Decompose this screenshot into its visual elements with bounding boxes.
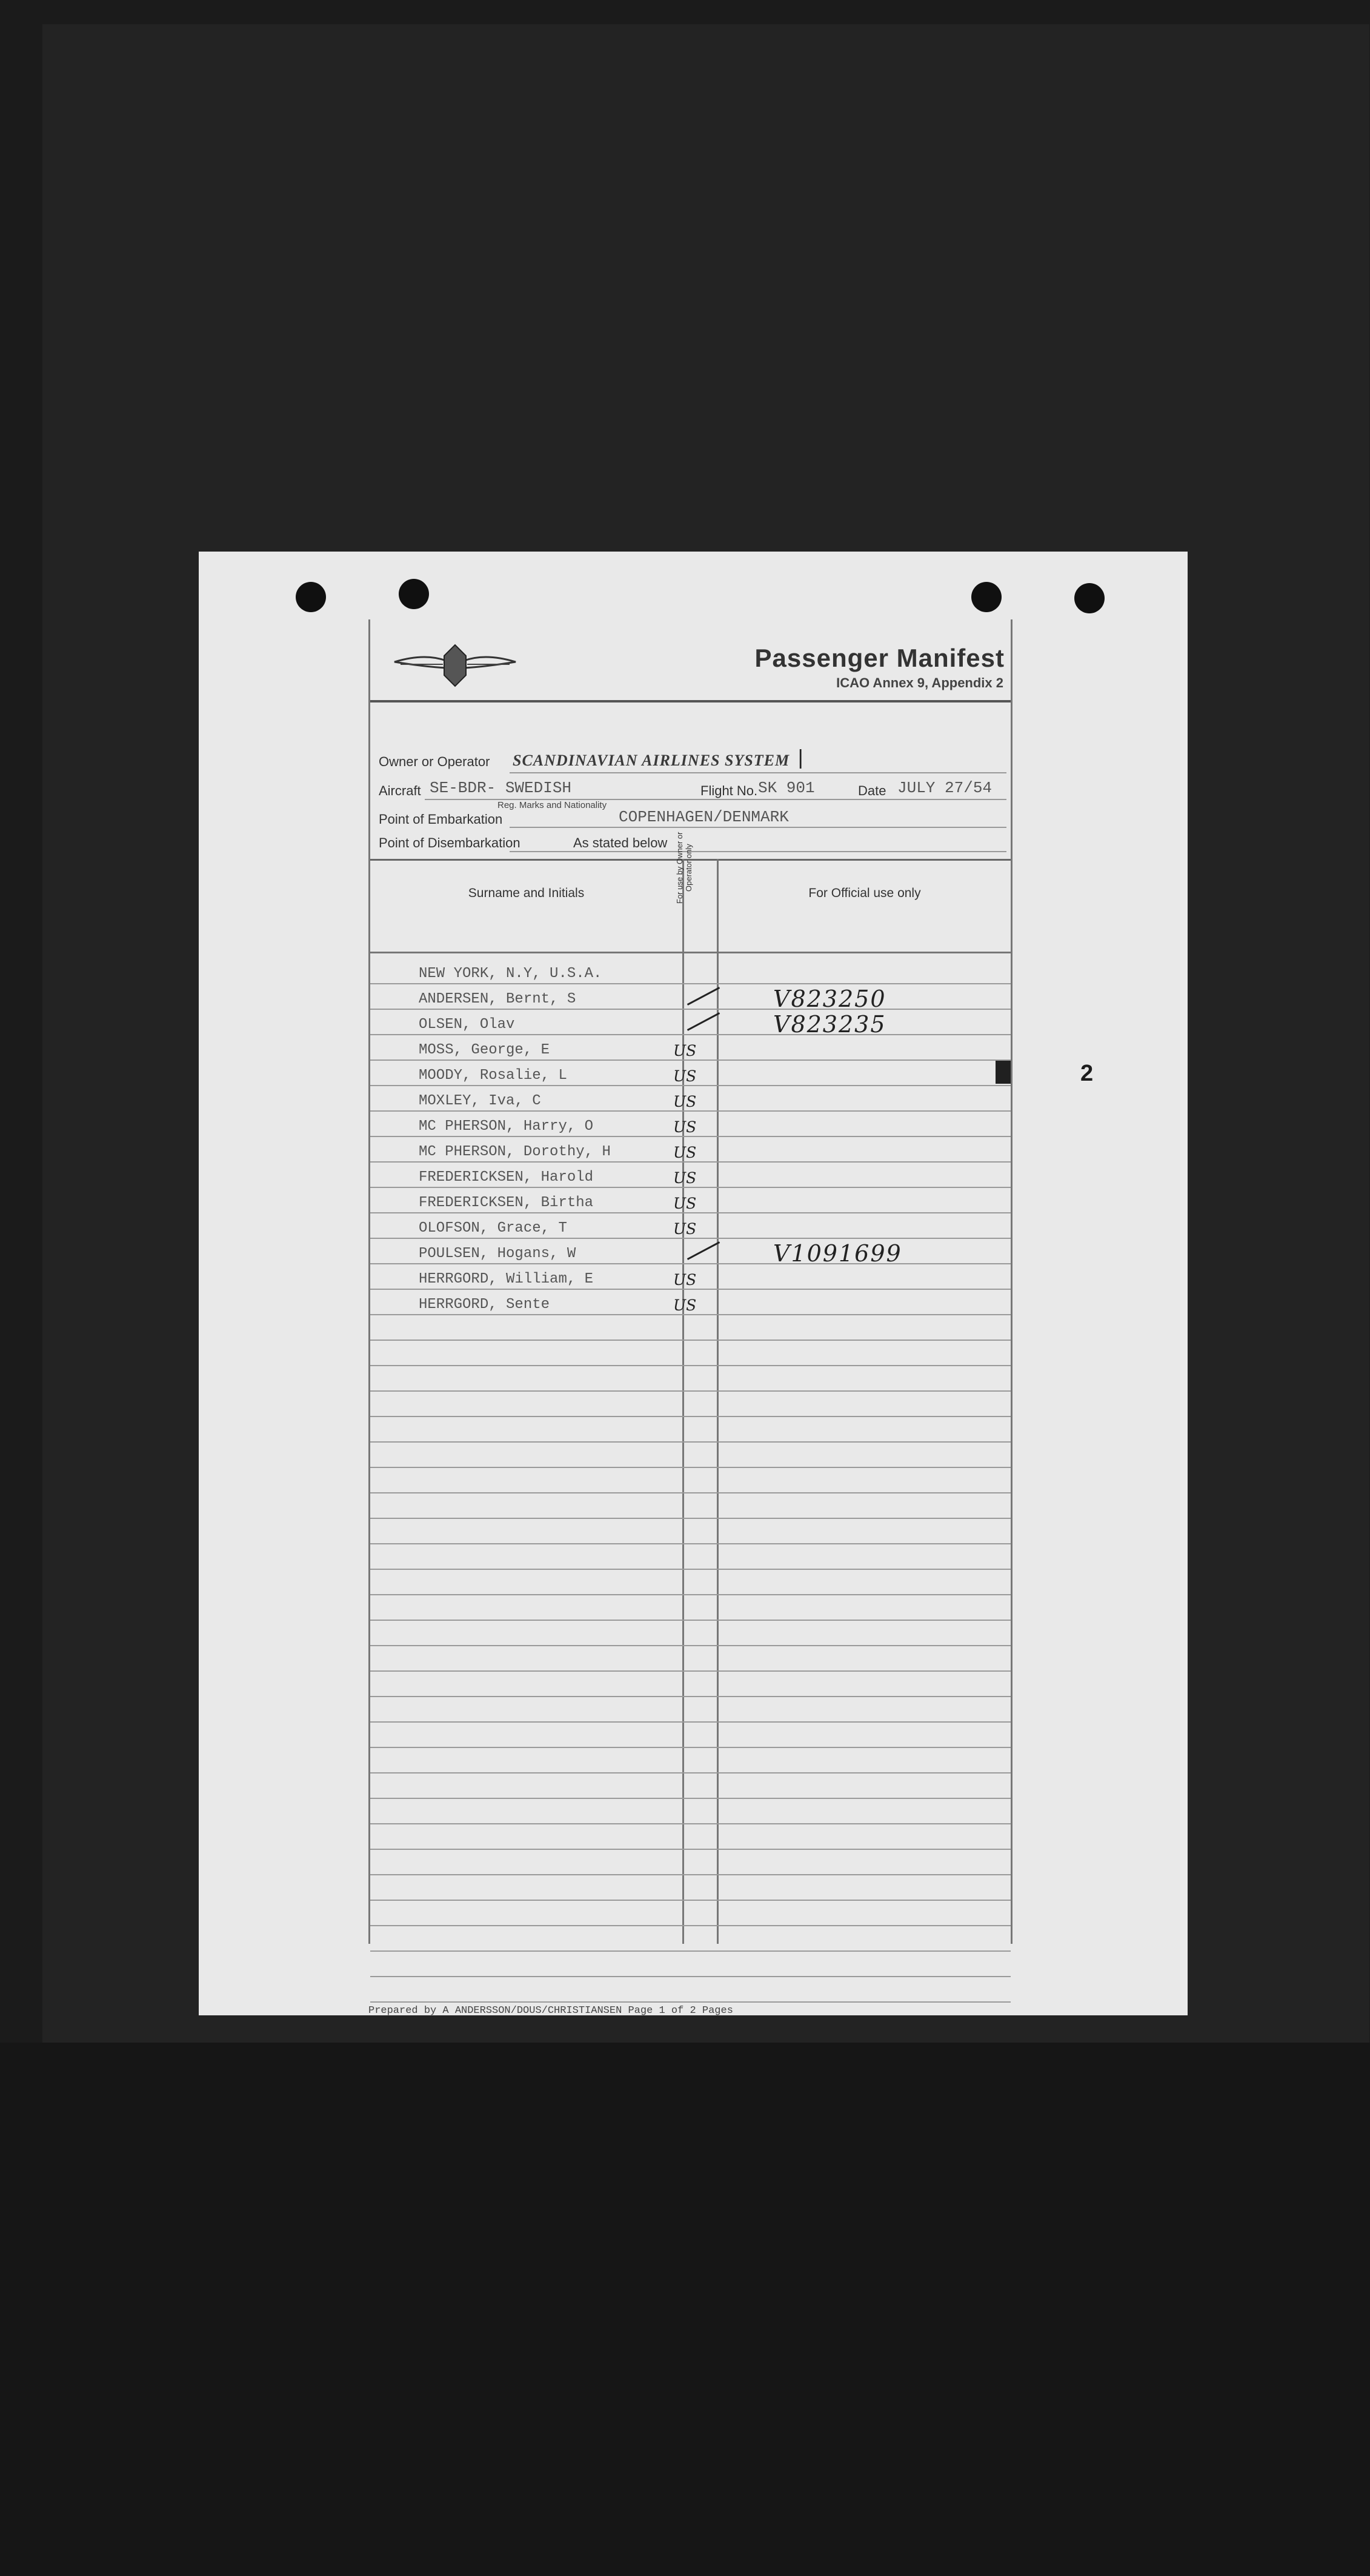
airline-logo <box>388 638 522 692</box>
blank-row <box>370 1723 1011 1748</box>
table-row <box>370 1264 1011 1290</box>
footer-prepared-by: Prepared by A ANDERSSON/DOUS/CHRISTIANSEN Page 1 of 2 Pages <box>368 2005 733 2017</box>
blank-row <box>370 1926 1011 1952</box>
manifest-form <box>368 619 1013 1944</box>
passenger-name: MOODY, Rosalie, L <box>419 1067 567 1084</box>
table-row <box>370 1188 1011 1213</box>
official-entry: V823250 <box>773 986 886 1012</box>
operator-mark: US <box>673 1220 697 1238</box>
flight-value: SK 901 <box>758 779 815 797</box>
blank-row <box>370 1519 1011 1544</box>
table-row <box>370 1035 1011 1061</box>
blank-row <box>370 1493 1011 1519</box>
passenger-name: OLOFSON, Grace, T <box>419 1220 567 1236</box>
blank-row <box>370 1977 1011 2003</box>
table-row <box>370 1290 1011 1315</box>
passenger-list <box>370 959 1011 2003</box>
passenger-name: HERRGORD, Sente <box>419 1296 550 1313</box>
blank-row <box>370 1570 1011 1595</box>
col-head-surname: Surname and Initials <box>468 886 585 900</box>
table-row <box>370 1061 1011 1086</box>
disembark-value: As stated below <box>573 835 668 850</box>
aircraft-label: Aircraft <box>379 783 421 798</box>
operator-mark: US <box>673 1169 697 1187</box>
embark-label: Point of Embarkation <box>379 812 503 827</box>
operator-mark: US <box>673 1093 697 1110</box>
blank-row <box>370 1672 1011 1697</box>
passenger-name: MC PHERSON, Harry, O <box>419 1118 594 1135</box>
punch-hole-2 <box>399 579 429 609</box>
operator-mark: US <box>673 1271 697 1289</box>
side-number: 2 <box>1080 1061 1094 1086</box>
passenger-name: FREDERICKSEN, Harold <box>419 1169 594 1186</box>
punch-hole-3 <box>971 582 1002 612</box>
embark-value: COPENHAGEN/DENMARK <box>619 808 789 826</box>
official-entry: V1091699 <box>773 1240 902 1267</box>
disembark-label: Point of Disembarkation <box>379 835 520 850</box>
table-row <box>370 984 1011 1010</box>
table-row <box>370 1213 1011 1239</box>
passenger-name: NEW YORK, N.Y, U.S.A. <box>419 966 602 982</box>
check-slash <box>687 987 720 1006</box>
blank-row <box>370 1315 1011 1341</box>
owner-value: SCANDINAVIAN AIRLINES SYSTEM <box>513 752 790 769</box>
table-row <box>370 1112 1011 1137</box>
operator-mark: US <box>673 1118 697 1136</box>
date-label: Date <box>858 783 886 798</box>
aircraft-sublabel: Reg. Marks and Nationality <box>497 800 607 810</box>
blank-row <box>370 1952 1011 1977</box>
table-row <box>370 1010 1011 1038</box>
blank-row <box>370 1875 1011 1901</box>
passenger-name: HERRGORD, William, E <box>419 1271 594 1287</box>
blank-row <box>370 1646 1011 1672</box>
punch-hole-1 <box>296 582 326 612</box>
table-row <box>370 1239 1011 1267</box>
passenger-name: ANDERSEN, Bernt, S <box>419 991 576 1007</box>
blank-row <box>370 1901 1011 1926</box>
passenger-name: MC PHERSON, Dorothy, H <box>419 1144 611 1160</box>
official-entry: V823235 <box>773 1011 886 1038</box>
aircraft-value: SE-BDR- SWEDISH <box>430 779 572 797</box>
manifest-sheet <box>199 552 1188 2015</box>
passenger-name: POULSEN, Hogans, W <box>419 1246 576 1262</box>
check-slash <box>687 1012 720 1031</box>
passenger-name: MOXLEY, Iva, C <box>419 1093 541 1109</box>
blank-row <box>370 1468 1011 1493</box>
blank-row <box>370 1697 1011 1723</box>
blank-row <box>370 1366 1011 1392</box>
manifest-subtitle: ICAO Annex 9, Appendix 2 <box>836 675 1003 690</box>
owner-tick: | <box>794 748 807 771</box>
check-slash <box>687 1241 720 1260</box>
operator-mark: US <box>673 1296 697 1314</box>
operator-mark: US <box>673 1042 697 1059</box>
table-row <box>370 1163 1011 1188</box>
blank-row <box>370 1621 1011 1646</box>
header-rule <box>370 700 1011 702</box>
table-row <box>370 959 1011 984</box>
date-value: JULY 27/54 <box>897 779 993 797</box>
blank-row <box>370 1443 1011 1468</box>
operator-mark: US <box>673 1195 697 1212</box>
table-row <box>370 1137 1011 1163</box>
embark-line <box>510 827 1006 828</box>
blank-row <box>370 1417 1011 1443</box>
operator-mark: US <box>673 1144 697 1161</box>
owner-line <box>510 772 1006 773</box>
blank-row <box>370 1748 1011 1774</box>
blank-row <box>370 1544 1011 1570</box>
passenger-name: MOSS, George, E <box>419 1042 550 1058</box>
manifest-title: Passenger Manifest <box>754 644 1005 672</box>
table-head-rule <box>370 952 1011 953</box>
col-head-official: For Official use only <box>808 886 921 900</box>
blank-row <box>370 1595 1011 1621</box>
disembark-line <box>510 851 1006 852</box>
blank-row <box>370 1824 1011 1850</box>
microfilm-lower-band <box>0 2043 1370 2576</box>
owner-label: Owner or Operator <box>379 754 490 769</box>
table-row <box>370 1086 1011 1112</box>
blank-row <box>370 1774 1011 1799</box>
punch-hole-4 <box>1074 583 1105 613</box>
passenger-name: FREDERICKSEN, Birtha <box>419 1195 594 1211</box>
operator-mark: US <box>673 1067 697 1085</box>
blank-row <box>370 1392 1011 1417</box>
aircraft-line <box>425 799 1006 800</box>
blank-row <box>370 1850 1011 1875</box>
col-head-owner: For use by Owner or Operator only <box>675 832 693 904</box>
blank-row <box>370 1799 1011 1824</box>
flight-label: Flight No. <box>700 783 758 798</box>
passenger-name: OLSEN, Olav <box>419 1016 515 1033</box>
blank-row <box>370 1341 1011 1366</box>
